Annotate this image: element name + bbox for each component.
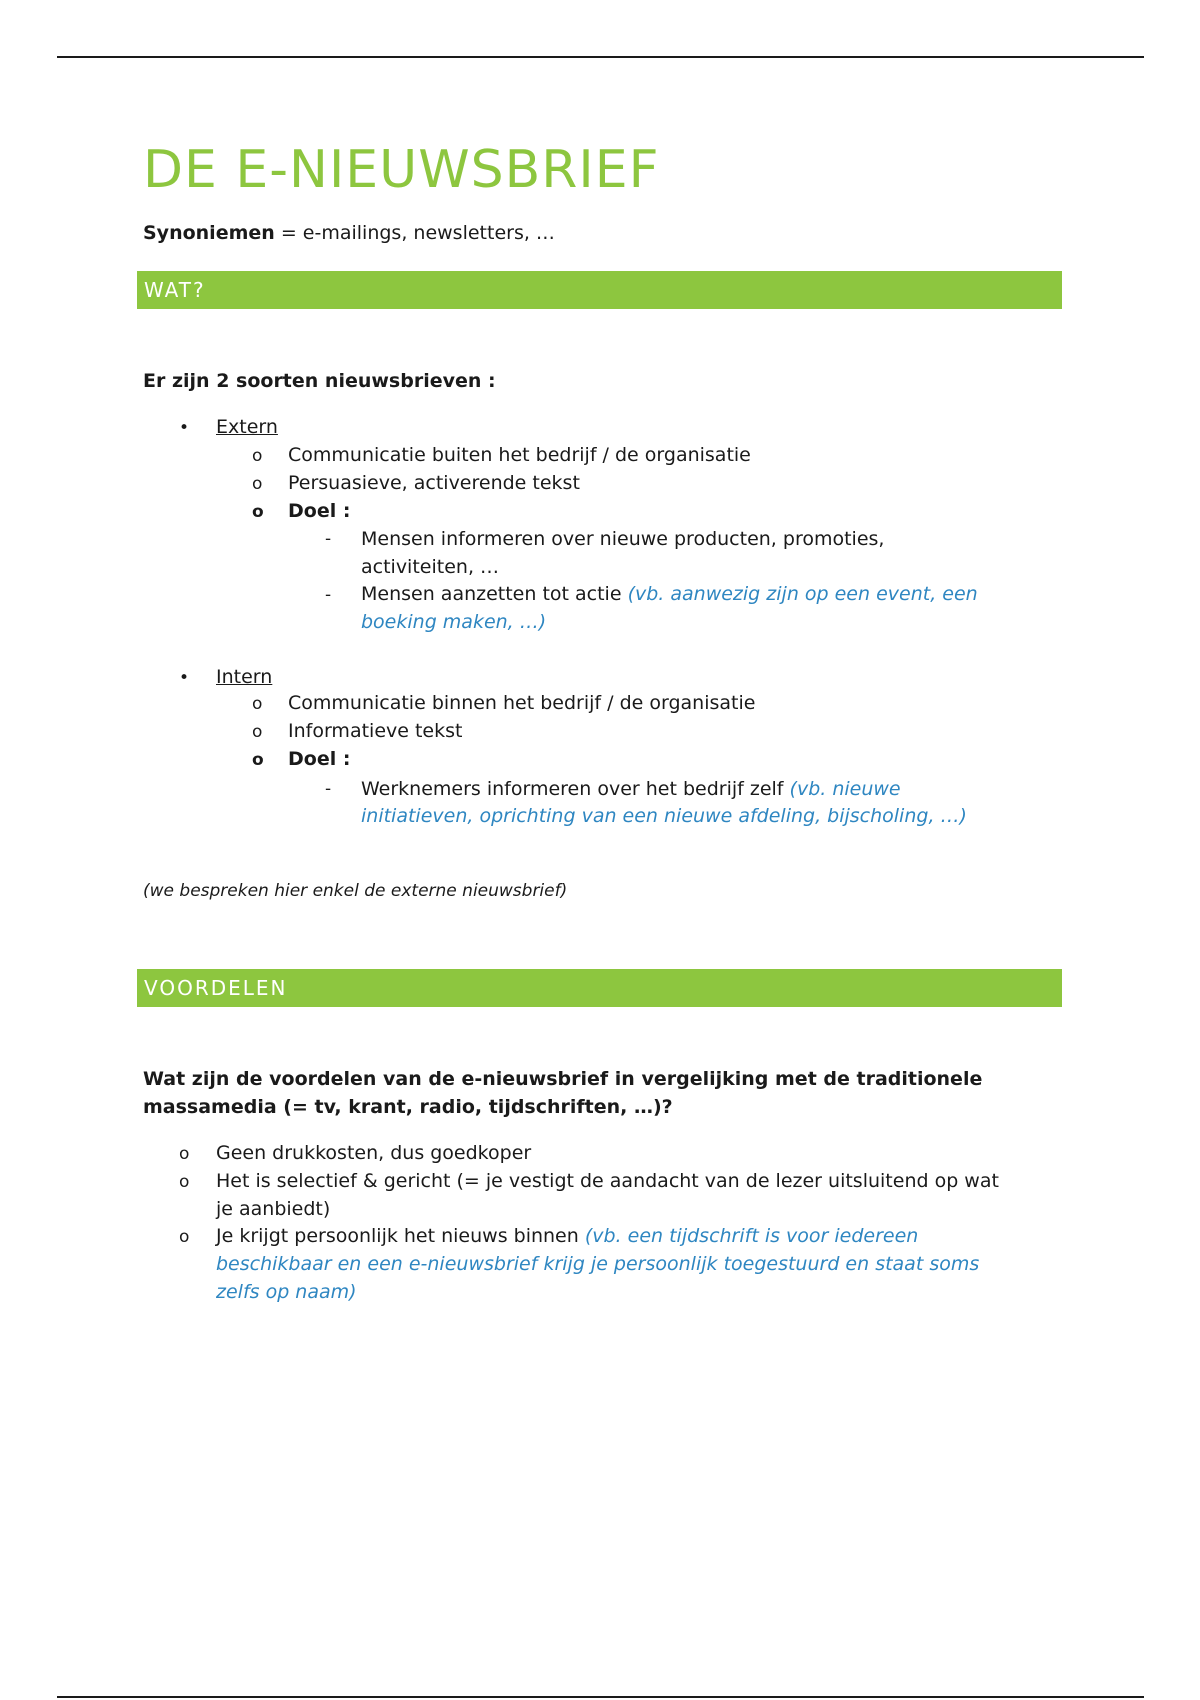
extern-item2-marker: o: [252, 474, 263, 494]
synonyms-label: Synoniemen: [143, 222, 275, 244]
extern-bullet: •: [179, 418, 190, 438]
voordelen-item2-line1: Het is selectief & gericht (= je vestigt de aandacht van de lezer uitsluitend op wat: [216, 1170, 999, 1192]
intern-goal1-text: Werknemers informeren over het bedrijf zelf: [361, 778, 790, 800]
voordelen-question-line1: Wat zijn de voordelen van de e-nieuwsbrief in vergelijking met de traditionele: [143, 1068, 983, 1090]
extern-goal2-example-line2: boeking maken, …): [361, 611, 547, 633]
wat-intro: Er zijn 2 soorten nieuwsbrieven :: [143, 370, 496, 392]
voordelen-item1-marker: o: [179, 1144, 190, 1164]
intern-label: Intern: [216, 666, 273, 688]
voordelen-question-line2: massamedia (= tv, krant, radio, tijdschriften, …)?: [143, 1096, 673, 1118]
section-heading-voordelen: VOORDELEN: [137, 969, 1062, 1007]
intern-goal1-dash: -: [325, 779, 332, 799]
voordelen-item2-line2: je aanbiedt): [216, 1198, 331, 1220]
voordelen-item2-marker: o: [179, 1172, 190, 1192]
extern-goal2: [361, 580, 978, 608]
extern-goal2-dash: -: [325, 585, 332, 605]
synonyms-line: [143, 220, 555, 246]
intern-item1: Communicatie binnen het bedrijf / de organisatie: [288, 692, 756, 714]
intern-goal1: [361, 775, 901, 803]
extern-goal1-dash: -: [325, 529, 332, 549]
intern-goal1-example: (vb. nieuwe: [789, 778, 901, 800]
extern-doel-marker: o: [252, 502, 264, 522]
intern-bullet: •: [179, 668, 190, 688]
extern-doel-label: Doel :: [288, 500, 351, 522]
intern-item2-marker: o: [252, 722, 263, 742]
intern-doel-label: Doel :: [288, 748, 351, 770]
bottom-rule: [57, 1696, 1144, 1698]
top-rule: [57, 56, 1144, 58]
extern-item1-marker: o: [252, 446, 263, 466]
extern-goal2-text: Mensen aanzetten tot actie: [361, 583, 628, 605]
extern-item2: Persuasieve, activerende tekst: [288, 472, 580, 494]
voordelen-item3-example-line2: beschikbaar en een e-nieuwsbrief krijg je persoonlijk toegestuurd en staat soms: [216, 1253, 980, 1275]
section-heading-wat: WAT?: [137, 271, 1062, 309]
voordelen-item3-marker: o: [179, 1227, 190, 1247]
voordelen-item3-example-line3: zelfs op naam): [216, 1281, 357, 1303]
voordelen-item3: [216, 1222, 918, 1250]
intern-item2: Informatieve tekst: [288, 720, 463, 742]
intern-doel-marker: o: [252, 750, 264, 770]
voordelen-item1: Geen drukkosten, dus goedkoper: [216, 1142, 532, 1164]
extern-goal1-line1: Mensen informeren over nieuwe producten, promoties,: [361, 528, 885, 550]
synonyms-text: = e-mailings, newsletters, …: [274, 222, 555, 244]
extern-item1: Communicatie buiten het bedrijf / de organisatie: [288, 444, 751, 466]
page-title: DE E-NIEUWSBRIEF: [143, 140, 660, 200]
extern-goal1-line2: activiteiten, …: [361, 556, 500, 578]
voordelen-item3-text: Je krijgt persoonlijk het nieuws binnen: [216, 1225, 585, 1247]
voordelen-item3-example: (vb. een tijdschrift is voor iedereen: [584, 1225, 919, 1247]
wat-note: (we bespreken hier enkel de externe nieuwsbrief): [143, 881, 568, 901]
intern-item1-marker: o: [252, 694, 263, 714]
extern-label: Extern: [216, 416, 278, 438]
extern-goal2-example: (vb. aanwezig zijn op een event, een: [627, 583, 978, 605]
intern-goal1-example-line2: initiatieven, oprichting van een nieuwe afdeling, bijscholing, …): [361, 805, 967, 827]
